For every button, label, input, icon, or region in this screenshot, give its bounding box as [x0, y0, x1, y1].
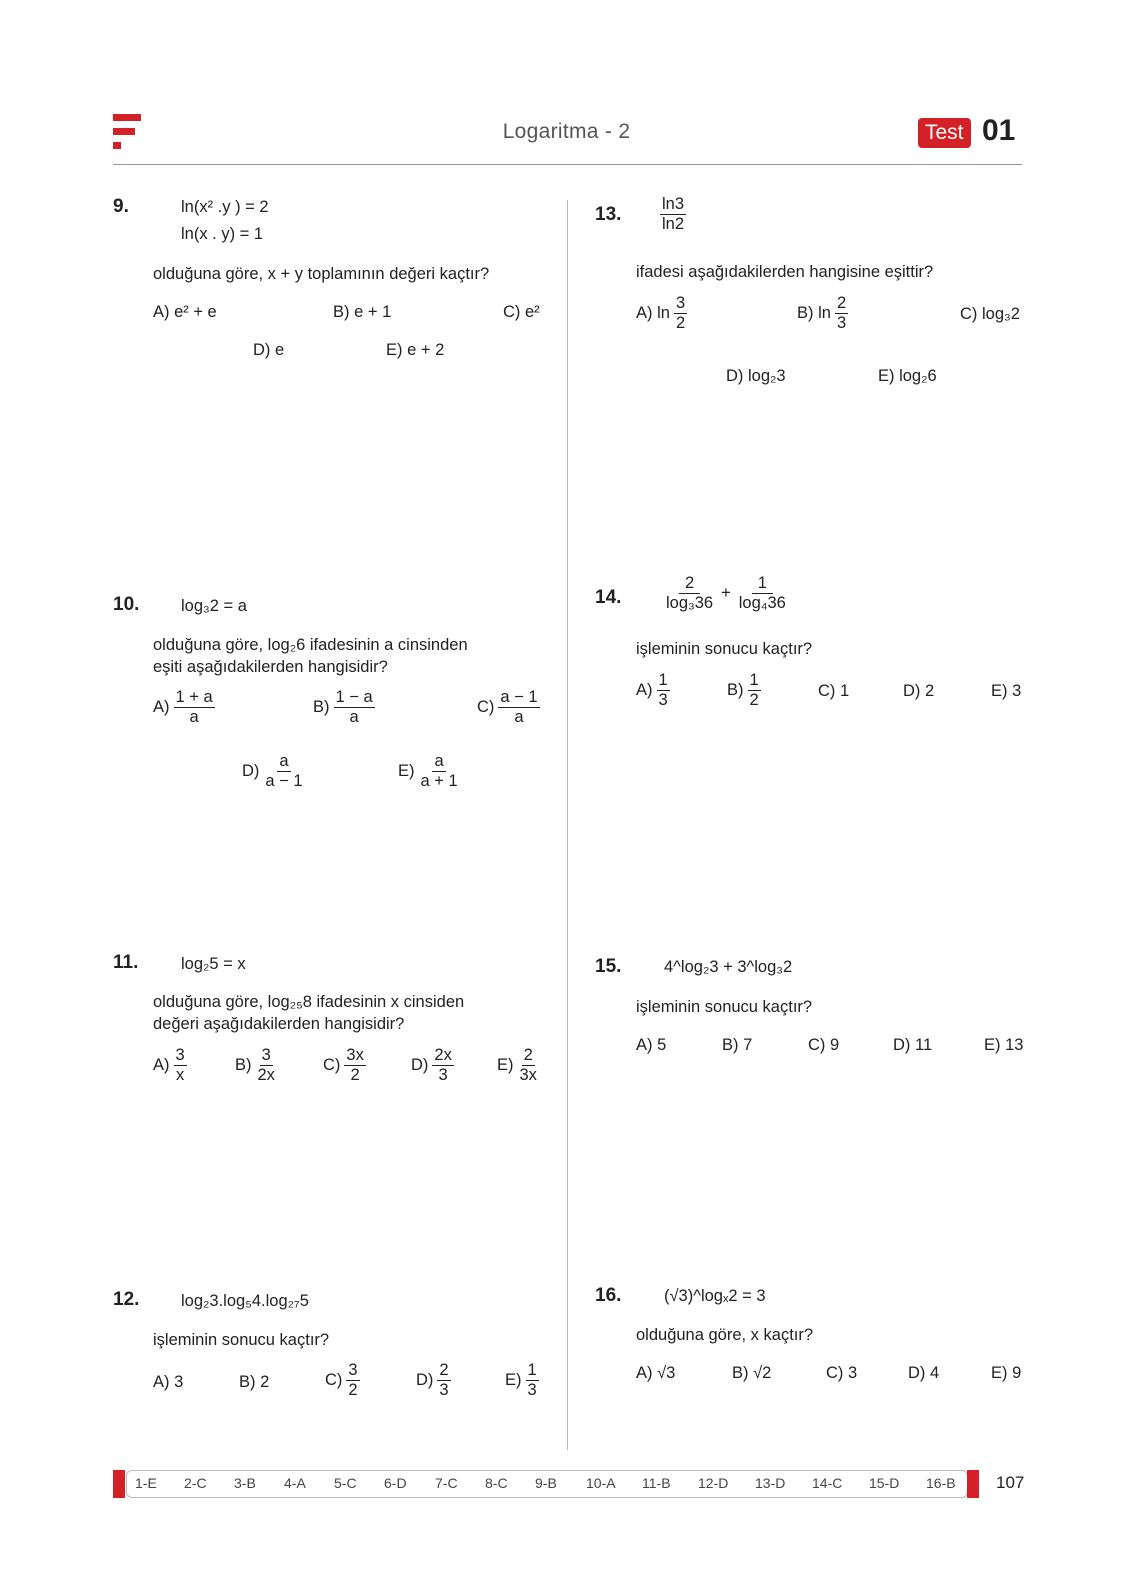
option-label: D) 2: [903, 682, 935, 700]
option-e[interactable]: E) e + 2: [386, 341, 445, 359]
option-b[interactable]: [239, 1373, 269, 1392]
option-fraction: [174, 1046, 187, 1085]
fraction-denominator: 3: [836, 313, 847, 332]
option-fraction: [432, 1046, 453, 1085]
option-c[interactable]: [960, 305, 1020, 324]
option-d[interactable]: [726, 367, 786, 386]
option-label: B): [313, 697, 330, 716]
answer-key-item: 16-B: [926, 1475, 956, 1491]
question-number: 14.: [595, 587, 622, 608]
fraction-numerator: 2: [836, 294, 847, 312]
option-e[interactable]: [398, 752, 460, 791]
option-d[interactable]: [903, 682, 934, 701]
page-title: Logaritma - 2: [502, 120, 631, 143]
answer-key-item: 6-D: [384, 1475, 407, 1491]
option-label: A) 3: [153, 1373, 184, 1391]
question-number: 16.: [595, 1285, 622, 1306]
fraction-denominator: 2: [348, 1380, 358, 1399]
option-label: E) 3: [991, 682, 1022, 700]
answer-key-right-marker: [967, 1470, 979, 1498]
option-b[interactable]: [235, 1046, 277, 1085]
option-fraction: [419, 752, 460, 791]
option-e[interactable]: E) 13: [984, 1036, 1024, 1054]
option-e[interactable]: [497, 1046, 539, 1085]
option-label: B) ln: [797, 303, 831, 322]
option-label: C) log₃2: [960, 305, 1020, 323]
answer-key-item: 10-A: [586, 1475, 616, 1491]
fraction-numerator: 2: [439, 1361, 449, 1379]
fraction-denominator: 2x: [257, 1065, 275, 1084]
option-a[interactable]: [153, 1046, 187, 1085]
option-label: D) log₂3: [726, 367, 786, 385]
option-label: D): [242, 761, 260, 780]
given-expression: 4^log₂3 + 3^log₃2: [664, 958, 793, 976]
question-number: 15.: [595, 956, 622, 977]
option-a[interactable]: [636, 671, 670, 710]
option-label: C): [477, 697, 495, 716]
given-equation-1: ln(x² .y ) = 2: [181, 198, 269, 216]
option-c[interactable]: [325, 1361, 360, 1400]
option-fraction: [437, 1361, 450, 1400]
option-fraction: [518, 1046, 539, 1085]
fraction-denominator: 3x: [519, 1065, 537, 1084]
option-c[interactable]: C) e²: [503, 303, 540, 321]
question-number: 12.: [113, 1289, 140, 1310]
answer-key-item: 2-C: [184, 1475, 207, 1491]
question-prompt-line-1: olduğuna göre, log₂6 ifadesinin a cinsinden: [153, 636, 468, 654]
plus-sign: +: [721, 583, 731, 602]
fraction-numerator: 1: [749, 671, 759, 689]
option-d[interactable]: D) 11: [893, 1036, 933, 1054]
option-d[interactable]: D) e: [253, 341, 285, 359]
option-fraction: [174, 688, 215, 727]
option-fraction: [498, 688, 539, 727]
option-d[interactable]: D) 4: [908, 1364, 940, 1382]
option-fraction: [263, 752, 304, 791]
page-number: 107: [996, 1473, 1025, 1492]
option-b[interactable]: B) 7: [722, 1036, 753, 1054]
column-divider: [567, 200, 568, 1450]
option-fraction: [674, 294, 687, 333]
fraction-numerator: 2: [679, 574, 700, 594]
option-e[interactable]: [505, 1361, 539, 1400]
fraction-denominator: a: [189, 707, 199, 726]
answer-key-item: 3-B: [234, 1475, 256, 1491]
option-label: E): [505, 1370, 522, 1389]
fraction-numerator: 1: [527, 1361, 537, 1379]
option-a[interactable]: [636, 294, 687, 333]
question-prompt-line-1: olduğuna göre, log₂₅8 ifadesinin x cinsiden: [153, 993, 465, 1011]
fraction-denominator: ln2: [662, 214, 685, 233]
option-c[interactable]: [323, 1046, 366, 1085]
fraction-numerator: 3: [261, 1046, 271, 1064]
option-label: A): [153, 1055, 170, 1074]
option-label: C): [325, 1370, 343, 1389]
answer-key-item: 13-D: [755, 1475, 786, 1491]
fraction-denominator: x: [175, 1065, 185, 1084]
option-a[interactable]: A) 5: [636, 1036, 667, 1054]
answer-key-item: 4-A: [284, 1475, 306, 1491]
fraction-numerator: a: [279, 752, 289, 770]
option-label: D): [416, 1370, 434, 1389]
fraction-denominator: 3: [438, 1065, 448, 1084]
option-a[interactable]: [153, 688, 215, 727]
option-label: C) 1: [818, 682, 850, 700]
given-equation-2: ln(x . y) = 1: [181, 225, 264, 243]
fraction-denominator: 2: [749, 690, 759, 709]
given-expression: log₂3.log₅4.log₂₇5: [181, 1292, 309, 1310]
option-fraction: [256, 1046, 277, 1085]
option-label: A) ln: [636, 303, 670, 322]
expression-fraction: [660, 195, 686, 234]
option-d[interactable]: [242, 752, 305, 791]
option-fraction: [835, 294, 848, 333]
option-b[interactable]: [313, 688, 375, 727]
given-expression: [660, 195, 686, 234]
option-a[interactable]: A) e² + e: [153, 303, 217, 321]
test-number: 01: [982, 114, 1016, 147]
given-equation: log₃2 = a: [181, 597, 247, 615]
expression-fraction-2: [737, 574, 788, 613]
option-fraction: [526, 1361, 539, 1400]
fraction-denominator: 2: [675, 313, 686, 332]
option-label: E) log₂6: [878, 367, 937, 385]
fraction-denominator: 3: [439, 1380, 449, 1399]
option-fraction: [344, 1046, 365, 1085]
answer-key-item: 8-C: [485, 1475, 508, 1491]
fraction-denominator: log₄36: [738, 593, 786, 612]
option-b[interactable]: [727, 671, 761, 710]
question-prompt: işleminin sonucu kaçtır?: [636, 640, 813, 658]
option-e[interactable]: E) 9: [991, 1364, 1022, 1382]
fraction-numerator: 1 − a: [335, 688, 373, 706]
fraction-denominator: a: [349, 707, 359, 726]
given-equation: (√3)^logₓ2 = 3: [664, 1287, 766, 1305]
option-b[interactable]: [797, 294, 848, 333]
fraction-numerator: 1: [752, 574, 773, 594]
option-label: E): [497, 1055, 514, 1074]
option-fraction: [657, 671, 670, 710]
question-prompt: olduğuna göre, x + y toplamının değeri kaçtır?: [153, 265, 490, 283]
fraction-denominator: a + 1: [420, 771, 458, 790]
option-c[interactable]: [477, 688, 540, 727]
question-prompt: olduğuna göre, x kaçtır?: [636, 1326, 814, 1344]
answer-key-left-marker: [113, 1470, 125, 1498]
option-fraction: [334, 688, 375, 727]
fraction-numerator: 2: [523, 1046, 533, 1064]
question-prompt: işleminin sonucu kaçtır?: [636, 998, 813, 1016]
option-label: D): [411, 1055, 429, 1074]
option-label: B) 2: [239, 1373, 270, 1391]
answer-key-item: 7-C: [435, 1475, 458, 1491]
given-equation: log₂5 = x: [181, 955, 246, 973]
option-label: A): [636, 680, 653, 699]
answer-key-item: 11-B: [642, 1475, 671, 1491]
answer-key-item: 12-D: [698, 1475, 729, 1491]
fraction-numerator: 1 + a: [175, 688, 213, 706]
fraction-numerator: 3: [348, 1361, 358, 1379]
question-prompt: işleminin sonucu kaçtır?: [153, 1331, 330, 1349]
option-e[interactable]: [878, 367, 937, 386]
fraction-denominator: a − 1: [265, 771, 303, 790]
fraction-numerator: ln3: [662, 195, 685, 213]
question-number: 10.: [113, 594, 140, 615]
question-prompt: ifadesi aşağıdakilerden hangisine eşittir?: [636, 263, 934, 281]
fraction-numerator: a − 1: [500, 688, 538, 706]
option-d[interactable]: [416, 1361, 451, 1400]
option-b[interactable]: B) e + 1: [333, 303, 392, 321]
answer-key-item: 5-C: [334, 1475, 357, 1491]
option-label: B): [235, 1055, 252, 1074]
fraction-denominator: a: [514, 707, 524, 726]
expression-fraction-1: [664, 574, 715, 613]
fraction-denominator: 3: [527, 1380, 537, 1399]
fraction-numerator: 3: [175, 1046, 185, 1064]
fraction-numerator: 1: [658, 671, 668, 689]
option-a[interactable]: A) √3: [636, 1364, 676, 1382]
fraction-denominator: log₃36: [666, 593, 714, 612]
question-prompt-line-2: değeri aşağıdakilerden hangisidir?: [153, 1015, 405, 1033]
option-label: E): [398, 761, 415, 780]
option-label: A): [153, 697, 170, 716]
question-number: 9.: [113, 196, 129, 217]
option-b[interactable]: B) √2: [732, 1364, 772, 1382]
option-fraction: [748, 671, 761, 710]
answer-key-item: 14-C: [812, 1475, 843, 1491]
given-expression: [664, 574, 788, 613]
fraction-numerator: a: [434, 752, 444, 770]
option-c[interactable]: C) 3: [826, 1364, 858, 1382]
option-a[interactable]: [153, 1373, 183, 1392]
fraction-numerator: 2x: [434, 1046, 452, 1064]
fraction-numerator: 3x: [346, 1046, 364, 1064]
fraction-numerator: 3: [675, 294, 686, 312]
option-label: C): [323, 1055, 341, 1074]
question-prompt-line-2: eşiti aşağıdakilerden hangisidir?: [153, 658, 388, 676]
fraction-denominator: 3: [658, 690, 668, 709]
test-badge: Test: [918, 118, 971, 148]
answer-key-item: 15-D: [869, 1475, 900, 1491]
fraction-denominator: 2: [350, 1065, 360, 1084]
option-fraction: [346, 1361, 359, 1400]
option-c[interactable]: C) 9: [808, 1036, 840, 1054]
option-c[interactable]: [818, 682, 849, 701]
option-d[interactable]: [411, 1046, 454, 1085]
option-label: B): [727, 680, 744, 699]
option-e[interactable]: [991, 682, 1021, 701]
answer-key-item: 9-B: [535, 1475, 557, 1491]
question-number: 13.: [595, 204, 622, 225]
header-divider: [113, 164, 1022, 165]
answer-key-item: 1-E: [135, 1475, 157, 1491]
question-number: 11.: [113, 952, 139, 973]
